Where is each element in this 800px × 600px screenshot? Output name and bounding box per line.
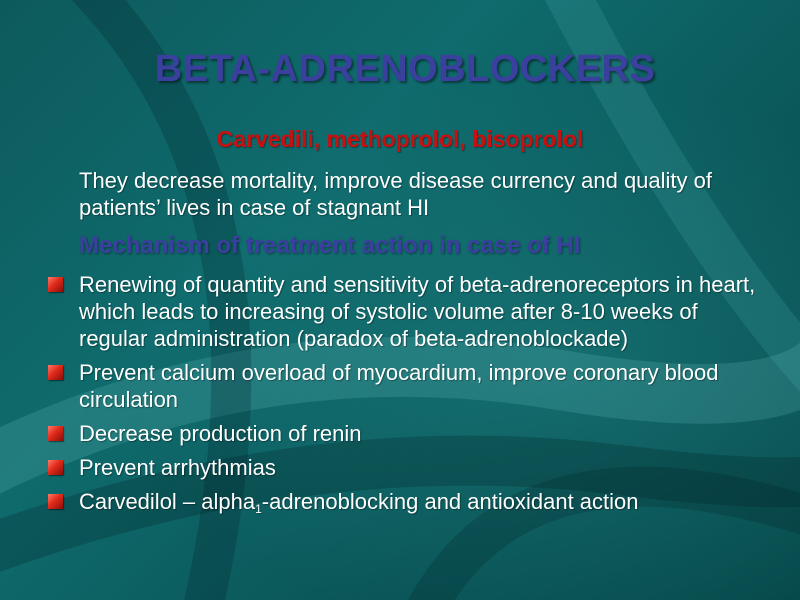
bullet-text: Prevent calcium overload of myocardium, improve coronary blood circulation — [79, 360, 719, 412]
square-bullet-icon — [48, 277, 63, 292]
bullet-text-after: -adrenoblocking and antioxidant action — [261, 489, 639, 514]
square-bullet-icon — [48, 426, 63, 441]
bullet-item — [48, 420, 768, 447]
bullet-item — [48, 488, 768, 523]
square-bullet-icon — [48, 494, 63, 509]
bullet-subscript: 1 — [255, 502, 262, 516]
bullet-text: Decrease production of renin — [79, 421, 362, 446]
bullet-item — [48, 359, 768, 413]
bullet-text: Renewing of quantity and sensitivity of beta-adrenoreceptors in heart, which leads to increasing of systolic volume after 8-10 weeks of regular administration (paradox of beta-adrenoblockade) — [79, 272, 756, 351]
slide-title: BETA-ADRENOBLOCKERS — [154, 48, 656, 90]
slide-subtitle: Carvedili, methoprolol, bisoprolol — [216, 126, 584, 152]
square-bullet-icon — [48, 365, 63, 380]
square-bullet-icon — [48, 460, 63, 475]
intro-text: They decrease mortality, improve disease currency and quality of patients’ lives in case of stagnant HI — [79, 168, 712, 220]
bullet-text-before: Carvedilol – alpha — [79, 489, 256, 514]
bullet-list — [48, 271, 768, 530]
mechanism-heading: Mechanism of treatment action in case of HI — [79, 232, 581, 259]
bullet-text: Prevent arrhythmias — [79, 455, 276, 480]
bullet-item — [48, 454, 768, 481]
bullet-item — [48, 271, 768, 352]
